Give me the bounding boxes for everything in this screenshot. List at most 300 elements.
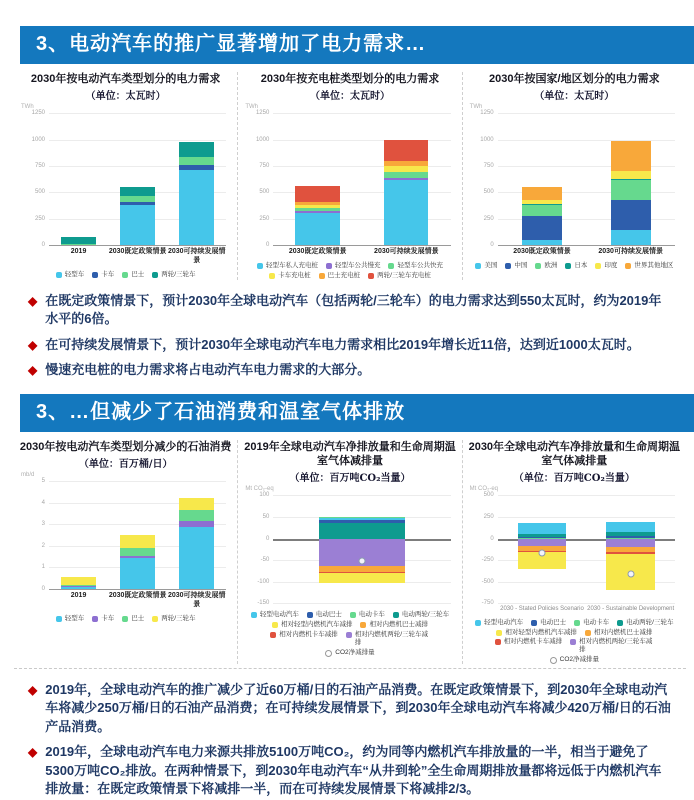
x-axis-labels	[49, 248, 226, 266]
section-power-demand	[0, 0, 694, 380]
legend-item	[346, 631, 430, 647]
legend-swatch-icon	[122, 616, 128, 622]
legend-swatch-icon	[617, 620, 623, 626]
legend-item	[326, 262, 381, 270]
bar-segment	[295, 205, 339, 208]
legend-item	[270, 631, 338, 647]
legend-label: 巴士	[131, 270, 145, 278]
bar-segment	[384, 166, 428, 171]
legend-label: 巴士充电桩	[327, 271, 361, 279]
legend-label: CO2净减排量	[559, 656, 599, 664]
chart-title: 2030年按国家/地区划分的电力需求	[489, 73, 660, 85]
legend-item	[251, 611, 299, 619]
legend-swatch-icon	[257, 263, 263, 269]
bullet-item	[28, 743, 672, 798]
gridline	[498, 495, 675, 496]
bar-segment	[179, 510, 214, 521]
legend-swatch-icon	[570, 639, 576, 645]
legend-item	[350, 611, 385, 619]
bullet-item	[28, 336, 672, 355]
net-marker-legend-icon	[325, 650, 332, 657]
plot-area	[257, 492, 450, 607]
legend-item	[307, 611, 342, 619]
y-tick-label: 250	[259, 215, 270, 222]
legend-swatch-icon	[565, 263, 571, 269]
x-category-label: 2030可持续发展情景	[167, 592, 226, 608]
y-tick-label: 750	[259, 163, 270, 170]
legend-item	[535, 262, 557, 270]
y-tick-label: 750	[483, 163, 494, 170]
slide-title-oil-emissions: 3、…但减少了石油消费和温室气体排放	[20, 394, 694, 432]
legend-item	[152, 615, 195, 623]
bullet-item	[28, 361, 672, 380]
bar-segment	[179, 157, 214, 165]
y-tick-label: 0	[265, 535, 270, 542]
net-value-marker	[538, 549, 545, 556]
bar-segment	[606, 539, 655, 548]
y-tick-label: 250	[483, 215, 494, 222]
legend-swatch-icon	[585, 630, 591, 636]
legend-swatch-icon	[346, 632, 352, 638]
legend-swatch-icon	[505, 263, 511, 269]
bar-segment	[319, 520, 404, 523]
chart-unit-label: （单位：百万吨CO₂当量）	[289, 473, 411, 485]
slide-title-power-demand: 3、电动汽车的推广显著增加了电力需求…	[20, 26, 694, 64]
chart-legend	[468, 262, 681, 270]
bar-segment	[120, 548, 155, 556]
chart-legend	[243, 262, 456, 280]
bar-segment	[384, 180, 428, 245]
x-axis-labels	[49, 592, 226, 610]
diamond-bullet-icon: ◆	[28, 363, 38, 378]
legend-item	[393, 611, 449, 619]
legend-swatch-icon	[307, 612, 313, 618]
y-tick-label: 0	[265, 242, 270, 249]
chart-legend	[19, 271, 232, 279]
bar-segment	[295, 202, 339, 205]
y-tick-label: 5	[41, 478, 45, 485]
y-tick-label: 1000	[255, 136, 270, 143]
legend-label: 电动卡车	[583, 618, 610, 626]
chart-unit-label: （单位：百万桶/日）	[78, 459, 173, 471]
bar-segment	[61, 585, 96, 587]
net-value-marker	[358, 558, 365, 565]
chart-canvas	[243, 486, 456, 656]
bullet-text: 慢速充电桩的电力需求将占电动汽车电力需求的大部分。	[45, 362, 371, 378]
chart-canvas	[19, 104, 232, 278]
y-tick-label: 500	[259, 189, 270, 196]
legend-item	[92, 615, 114, 623]
bar-segment	[611, 200, 651, 230]
legend-swatch-icon	[251, 612, 257, 618]
legend-swatch-icon	[531, 620, 537, 626]
chart-title: 2030年按电动汽车类型划分的电力需求	[30, 73, 221, 85]
legend-label: 轻型车私人充电桩	[265, 262, 318, 270]
legend-label: 电动两轮/三轮车	[626, 618, 674, 626]
bar-segment	[611, 180, 651, 200]
zero-axis-line	[498, 245, 675, 246]
y-tick-label: 250	[34, 215, 45, 222]
gridline	[49, 113, 226, 114]
bar-segment	[384, 172, 428, 178]
chart-oil-displacement	[14, 440, 238, 664]
legend-label: 世界其他地区	[634, 262, 674, 270]
legend-swatch-icon	[56, 616, 62, 622]
gridline	[273, 495, 450, 496]
diamond-bullet-icon: ◆	[28, 683, 38, 698]
section-oil-emissions	[0, 394, 694, 799]
bar-segment	[522, 205, 562, 216]
chart-unit-label: （单位：百万吨CO₂当量）	[513, 473, 635, 485]
legend-label: 轻型电动汽车	[484, 618, 524, 626]
y-tick-label: 3	[41, 521, 45, 528]
chart-canvas	[468, 486, 681, 664]
x-axis-labels	[498, 606, 675, 614]
legend-label: 轻型车公共慢充	[334, 262, 381, 270]
y-tick-label: 100	[259, 492, 270, 499]
y-axis-unit-label: mb/d	[21, 472, 35, 479]
legend-item	[319, 272, 361, 280]
legend-label: 相对内燃机两轮/三轮车减排	[579, 638, 653, 654]
legend-label: CO2净减排量	[335, 648, 375, 656]
bullet-text: 在可持续发展情景下，预计2030年全球电动汽车电力需求相比2019年增长近11倍，达到近1000太瓦时。	[45, 336, 640, 352]
bar-segment	[295, 186, 339, 202]
legend-item	[505, 262, 527, 270]
legend-item	[475, 619, 523, 627]
legend-label: 相对轻型内燃机汽车减排	[505, 628, 577, 636]
chart-canvas	[243, 104, 456, 279]
legend-swatch-icon	[625, 263, 631, 269]
legend-item	[269, 272, 311, 280]
x-category-label: 2030可持续发展情景	[374, 248, 439, 256]
gridline	[273, 603, 450, 604]
y-tick-label: -100	[257, 578, 270, 585]
bar-segment	[179, 527, 214, 589]
chart-legend	[243, 611, 456, 656]
y-tick-label: 0	[41, 242, 45, 249]
bar-segment	[611, 230, 651, 245]
legend-swatch-icon	[393, 612, 399, 618]
y-tick-label: 1	[41, 564, 45, 571]
x-category-label: 2019	[70, 592, 87, 600]
legend-swatch-icon	[368, 273, 374, 279]
chart-power-by-charger-type	[238, 72, 462, 280]
plot-area	[31, 110, 226, 249]
legend-label: 相对轻型内燃机汽车减排	[280, 621, 353, 629]
legend-swatch-icon	[319, 273, 325, 279]
chart-canvas	[19, 472, 232, 622]
bar-segment	[319, 523, 404, 538]
bar-segment	[522, 216, 562, 240]
legend-item	[388, 262, 443, 270]
bar-segment	[61, 577, 96, 585]
bar-segment	[522, 200, 562, 204]
bar-segment	[518, 539, 567, 547]
bar-segment	[384, 140, 428, 160]
bar-segment	[179, 142, 214, 157]
legend-item	[122, 615, 144, 623]
gridline	[49, 140, 226, 141]
legend-swatch-icon	[360, 622, 366, 628]
bar-segment	[522, 240, 562, 246]
x-category-label: 2030 - Sustainable Development	[587, 606, 675, 613]
y-axis-unit-label: TWh	[469, 104, 483, 111]
y-tick-label: 500	[483, 189, 494, 196]
y-tick-label: 250	[483, 513, 494, 520]
x-category-label: 2030 - Stated Policies Scenario	[500, 606, 584, 613]
legend-item	[152, 271, 195, 279]
charts-row-bottom	[14, 440, 686, 669]
legend-label: 卡车充电桩	[278, 271, 311, 279]
legend-label: 相对内燃机两轮/三轮车减排	[354, 630, 429, 646]
bar-segment	[606, 536, 655, 538]
x-axis-labels	[498, 248, 675, 257]
legend-item	[257, 262, 318, 270]
legend-swatch-icon	[92, 616, 98, 622]
legend-item	[56, 271, 85, 279]
bar-segment	[606, 522, 655, 533]
legend-swatch-icon	[270, 632, 276, 638]
bar-segment	[384, 161, 428, 167]
x-axis-labels	[273, 248, 450, 257]
bar-segment	[384, 178, 428, 180]
chart-title: 2030年全球电动汽车净排放量和生命周期温室气体减排量	[468, 440, 681, 468]
legend-item	[625, 262, 673, 270]
y-tick-label: -500	[481, 578, 494, 585]
legend-swatch-icon	[475, 263, 481, 269]
bar-segment	[120, 556, 155, 558]
legend-label: 相对内燃机巴士减排	[593, 628, 653, 636]
legend-label: 电动两轮/三轮车	[401, 611, 450, 619]
diamond-bullet-icon: ◆	[28, 745, 38, 760]
bar-segment	[518, 523, 567, 533]
legend-swatch-icon	[535, 263, 541, 269]
chart-unit-label: （单位：太瓦时）	[309, 91, 390, 103]
legend-swatch-icon	[269, 273, 275, 279]
legend-label: 轻型车	[64, 614, 85, 622]
gridline	[498, 603, 675, 604]
bar-segment	[61, 586, 96, 589]
bar-segment	[611, 179, 651, 180]
bar-segment	[120, 187, 155, 196]
bullet-text: 在既定政策情景下，预计2030年全球电动汽车（包括两轮/三轮车）的电力需求达到550太瓦时，约为2019年水平的6倍。	[45, 292, 662, 327]
legend-swatch-icon	[495, 639, 501, 645]
y-tick-label: 4	[41, 499, 45, 506]
legend-item	[531, 619, 566, 627]
y-tick-label: 750	[34, 163, 45, 170]
diamond-bullet-icon: ◆	[28, 337, 38, 352]
chart-title: 2019年全球电动汽车净排放量和生命周期温室气体减排量	[244, 440, 456, 468]
chart-legend	[19, 615, 232, 623]
bar-segment	[606, 532, 655, 535]
legend-label: 卡车	[101, 270, 115, 278]
legend-item	[92, 271, 114, 279]
legend-label: 轻型车	[64, 270, 85, 278]
legend-swatch-icon	[272, 622, 278, 628]
chart-unit-label: （单位：太瓦时）	[85, 91, 166, 103]
bar-segment	[179, 521, 214, 527]
bar-segment	[522, 187, 562, 200]
legend-label: 相对内燃机巴士减排	[369, 621, 428, 629]
bullet-text: 2019年，全球电动汽车电力来源共排放5100万吨CO₂，约为同等内燃机汽车排放量的一半，相当于避免了5300万吨CO₂排放。在两种情景下，到2030年电动汽车“从井到轮”全生命周期排放量都将远低于内燃机汽车排放量：在既定政策情景下将减排一半，而在可持续发展情景下将减排2/3。	[45, 744, 662, 797]
y-tick-label: -150	[257, 600, 270, 607]
y-tick-label: 1000	[31, 136, 45, 143]
legend-item	[496, 629, 577, 637]
bar-segment	[319, 573, 404, 584]
legend-label: 卡车	[101, 614, 115, 622]
legend-swatch-icon	[475, 620, 481, 626]
chart-power-by-region	[463, 72, 686, 280]
gridline	[498, 517, 675, 518]
bar-segment	[319, 517, 404, 520]
bar-segment	[179, 498, 214, 510]
legend-label: 电动巴士	[540, 618, 567, 626]
y-tick-label: 50	[262, 513, 270, 520]
bullet-text: 2019年，全球电动汽车的推广减少了近60万桶/日的石油产品消费。在既定政策情景下，到2030年全球电动汽车将减少250万桶/日的石油产品消费；在可持续发展情景下，到2030年全球电动汽车将减少420万桶/日的石油产品消费。	[45, 682, 671, 734]
y-tick-label: 0	[41, 586, 45, 593]
legend-label: 两轮/三轮车	[161, 614, 196, 622]
bar-segment	[179, 165, 214, 170]
legend-swatch-icon	[350, 612, 356, 618]
y-tick-label: 500	[34, 189, 45, 196]
bullet-item	[28, 292, 672, 329]
y-axis-unit-label: Mt CO₂-eq	[245, 486, 274, 493]
x-category-label: 2030既定政策情景	[513, 248, 571, 256]
y-tick-label: -250	[481, 557, 494, 564]
legend-label: 轻型电动汽车	[259, 611, 299, 619]
bar-segment	[522, 204, 562, 205]
diamond-bullet-icon: ◆	[28, 293, 38, 308]
legend-item	[325, 649, 374, 657]
legend-swatch-icon	[574, 620, 580, 626]
chart-ghg-2030	[463, 440, 686, 664]
legend-label: 轻型车公共快充	[397, 262, 443, 270]
legend-label: 相对内燃机卡车减排	[503, 638, 563, 646]
plot-area	[255, 110, 450, 249]
y-tick-label: 1250	[255, 110, 270, 117]
legend-item	[122, 271, 144, 279]
net-marker-legend-icon	[550, 657, 557, 664]
bullet-list-power	[28, 292, 672, 380]
bar-segment	[179, 170, 214, 246]
plot-area	[481, 492, 675, 607]
legend-label: 电动巴士	[315, 611, 342, 619]
legend-label: 美国	[484, 262, 498, 270]
y-axis-unit-label: TWh	[245, 104, 258, 111]
chart-canvas	[468, 104, 681, 270]
zero-axis-line	[49, 245, 226, 246]
legend-label: 巴士	[131, 614, 145, 622]
bar-segment	[518, 534, 567, 537]
chart-power-by-ev-type	[14, 72, 238, 280]
x-category-label: 2030既定政策情景	[108, 248, 167, 256]
bar-segment	[120, 196, 155, 202]
legend-item	[368, 272, 431, 280]
x-category-label: 2030既定政策情景	[288, 248, 347, 256]
net-value-marker	[627, 570, 634, 577]
zero-axis-line	[273, 245, 450, 246]
legend-item	[550, 656, 599, 664]
legend-label: 两轮/三轮车	[161, 270, 196, 278]
y-axis-unit-label: TWh	[21, 104, 34, 111]
bar-segment	[120, 205, 155, 246]
y-tick-label: 1250	[31, 110, 45, 117]
legend-item	[56, 615, 85, 623]
legend-swatch-icon	[152, 272, 158, 278]
legend-item	[475, 262, 497, 270]
legend-item	[495, 638, 563, 654]
x-category-label: 2030既定政策情景	[108, 592, 167, 600]
legend-item	[272, 621, 353, 629]
legend-label: 中国	[514, 262, 528, 270]
bar-segment	[611, 141, 651, 172]
bar-segment	[295, 208, 339, 212]
gridline	[498, 113, 675, 114]
zero-axis-line	[49, 589, 226, 590]
legend-swatch-icon	[56, 272, 62, 278]
y-tick-label: 0	[490, 535, 494, 542]
chart-title: 2030年按电动汽车类型划分减少的石油消费	[19, 440, 232, 453]
y-tick-label: 1000	[480, 136, 494, 143]
legend-label: 欧洲	[544, 262, 558, 270]
legend-label: 日本	[574, 262, 588, 270]
legend-item	[574, 619, 609, 627]
chart-legend	[468, 619, 681, 664]
legend-label: 电动卡车	[358, 611, 385, 619]
y-tick-label: 0	[490, 242, 494, 249]
bar-segment	[295, 213, 339, 246]
bar-segment	[61, 244, 96, 245]
bar-segment	[120, 202, 155, 205]
legend-item	[565, 262, 587, 270]
legend-swatch-icon	[122, 272, 128, 278]
legend-item	[595, 262, 617, 270]
gridline	[273, 113, 450, 114]
legend-label: 相对内燃机卡车减排	[279, 630, 338, 638]
y-tick-label: 500	[483, 492, 494, 499]
bullet-item	[28, 681, 672, 736]
legend-swatch-icon	[496, 630, 502, 636]
chart-title: 2030年按充电桩类型划分的电力需求	[260, 73, 440, 85]
legend-swatch-icon	[388, 263, 394, 269]
y-tick-label: 2	[41, 542, 45, 549]
bar-segment	[61, 237, 96, 243]
bar-segment	[611, 171, 651, 178]
y-tick-label: 1250	[480, 110, 494, 117]
bar-segment	[120, 558, 155, 589]
x-category-label: 2019	[70, 248, 87, 256]
legend-label: 印度	[604, 262, 618, 270]
bar-segment	[61, 244, 96, 245]
y-tick-label: -50	[260, 557, 270, 564]
y-axis-unit-label: Mt CO₂-eq	[469, 486, 498, 493]
chart-ghg-2019	[238, 440, 462, 664]
x-category-label: 2030可持续发展情景	[598, 248, 663, 256]
gridline	[49, 481, 226, 482]
plot-area	[480, 110, 675, 249]
y-tick-label: -750	[481, 600, 494, 607]
legend-item	[617, 619, 673, 627]
bullet-list-oil-emissions	[28, 681, 672, 799]
legend-item	[585, 629, 653, 637]
x-category-label: 2030可持续发展情景	[167, 248, 226, 265]
legend-swatch-icon	[595, 263, 601, 269]
chart-unit-label: （单位：太瓦时）	[534, 91, 615, 103]
legend-item	[360, 621, 428, 629]
legend-swatch-icon	[92, 272, 98, 278]
legend-swatch-icon	[326, 263, 332, 269]
plot-area	[41, 478, 226, 593]
